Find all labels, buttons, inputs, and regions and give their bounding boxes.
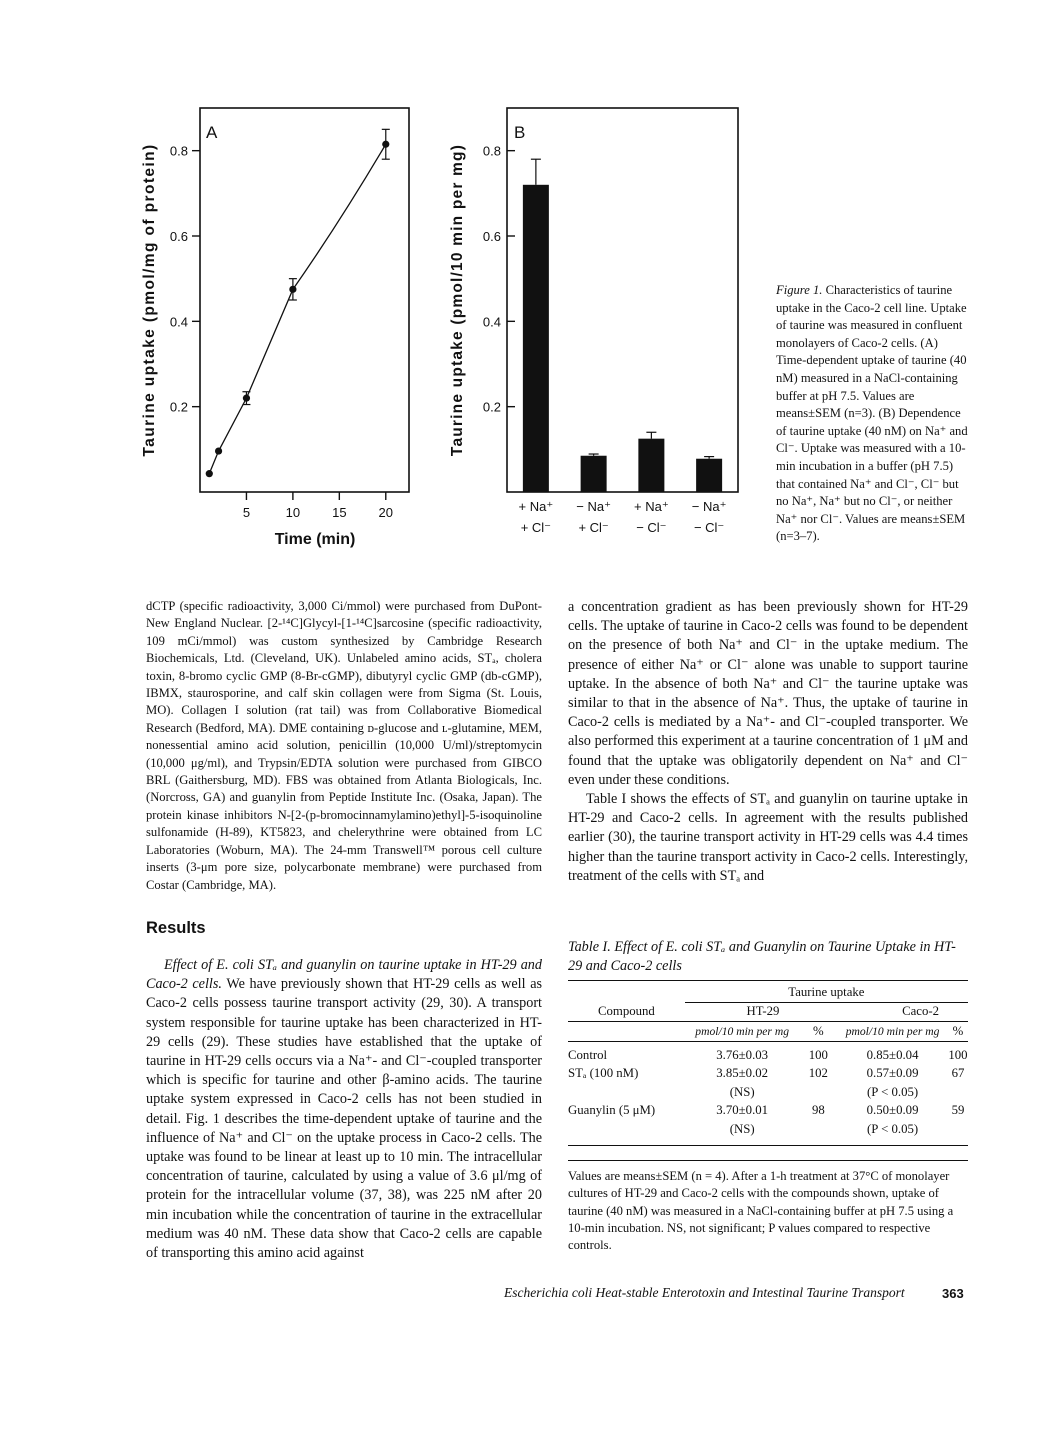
- panel-b-category-na: + Na⁺: [634, 499, 669, 514]
- table-cell-ht29-percent: 102: [808, 1066, 828, 1081]
- table-1: [568, 980, 968, 1255]
- panel-b-category-na: − Na⁺: [576, 499, 611, 514]
- table-1-group-header: Taurine uptake: [685, 983, 968, 1002]
- panel-a-ytick-label: 0.6: [169, 229, 188, 244]
- table-cell-empty: [948, 1083, 968, 1102]
- panel-b-ytick-label: 0.2: [482, 399, 501, 415]
- panel-a-ylabel: Taurine uptake (pmol/mg of protein): [141, 143, 158, 457]
- panel-a-data-point: [243, 395, 250, 402]
- results-subheading: Effect of E. coli STₐ and guanylin on taurine uptake in HT-29 and Caco-2 cells.: [146, 957, 542, 993]
- table-cell-caco2-percent: 100: [948, 1047, 968, 1062]
- panel-b-bar: [581, 456, 607, 492]
- table-cell-caco2-value: 0.50±0.09: [866, 1103, 919, 1118]
- table-1-pct-ht29: %: [813, 1023, 824, 1038]
- table-cell-compound: Control: [568, 1047, 608, 1062]
- panel-b-ytick-label: 0.6: [482, 229, 501, 244]
- table-1-pct-caco2: %: [952, 1023, 964, 1038]
- figure-1-caption: [776, 282, 970, 546]
- table-cell-ht29-sig: (NS): [729, 1084, 755, 1099]
- table-cell-caco2-percent: 59: [951, 1103, 965, 1118]
- panel-a-fit-line: [209, 144, 385, 473]
- table-1-col-caco2: Caco-2: [902, 1004, 940, 1019]
- table-row: [568, 1064, 968, 1083]
- methods-text: dCTP (specific radioactivity, 3,000 Ci/mmol) were purchased from DuPont-New England Nuclear. [2-¹⁴C]Glycyl-[1-¹⁴C]sarcosine (specific radioactivity, 109 mCi/mmol) was custom synthesized by Cambridge Research Biochemicals, Ltd. (Cleveland, UK). Unlabeled amino acids, STₐ, cholera toxin, 8-bromo cyclic GMP (8-Br-cGMP), dibutyryl cyclic GMP (db-cGMP), IBMX, staurosporine, and calf skin collagen were from Sigma (St. Louis, MO). Collagen I solution (rat tail) was from Collaborative Biomedical Research (Bedford, MA). DME containing ᴅ-glucose and ʟ-glutamine, MEM, nonessential amino acid solution, penicillin (10,000 U/ml)/streptomycin (10,000 μg/ml), and Trypsin/EDTA solution were purchased from GIBCO BRL (Gaithersburg, MD). FBS was obtained from Atlanta Biologicals, Inc. (Norcross, GA) and guanylin from Peptide Institute Inc. (Osaka, Japan). The protein kinase inhibitors N-[2-(p-bromocinnamylamino)ethyl]-5-isoquinoline sulfonamide (H-89), KT5823, and chelerythrine were obtained from LC Laboratories (Woburn, MA). The 24-mm Transwell™ porous cell culture inserts (3-μm pore size, polycarbonate membrane) were purchased from Costar (Cambridge, MA).: [146, 599, 542, 892]
- table-1-caption: Table I. Effect of E. coli STₐ and Guanylin on Taurine Uptake in HT-29 and Caco-2 cells: [568, 939, 956, 974]
- table-1-col-compound: Compound: [597, 1004, 655, 1019]
- panel-b-ylabel: Taurine uptake (pmol/10 min per mg): [449, 143, 466, 457]
- table-cell-caco2-value: 0.85±0.04: [866, 1047, 919, 1062]
- panel-b-ytick-label: 0.8: [482, 143, 501, 159]
- panel-b-ytick-label: 0.4: [482, 314, 501, 330]
- running-title: Escherichia coli Heat-stable Enterotoxin and Intestinal Taurine Transport: [504, 1285, 905, 1300]
- panel-b-category-cl: − Cl⁻: [636, 520, 667, 535]
- table-1-unit-ht29: pmol/10 min per mg: [695, 1024, 790, 1038]
- table-cell-empty: [800, 1120, 838, 1139]
- panel-a-xtick-label: 5: [242, 505, 251, 520]
- table-cell-ht29-value: 3.70±0.01: [716, 1103, 769, 1118]
- table-cell-caco2-sig: (P < 0.05): [866, 1121, 919, 1136]
- right-para-2: Table I shows the effects of STₐ and guanylin on taurine uptake in HT-29 and Caco-2 cells. In agreement with the results published earlier (30), the taurine transport activity in HT-29 cells was 4.4 times higher than the taurine transport activity in Caco-2 cells. Interestingly, treatment of the cells with STₐ and: [568, 791, 968, 884]
- table-cell-ht29-value: 3.85±0.02: [716, 1066, 769, 1081]
- panel-b-bar: [523, 185, 549, 492]
- table-cell-empty: [800, 1083, 838, 1102]
- panel-a-xtick-label: 15: [332, 505, 347, 520]
- panel-a-data-point: [382, 141, 389, 148]
- panel-b-category-na: + Na⁺: [518, 499, 554, 514]
- page-number: 363: [942, 1286, 964, 1301]
- panel-a-ytick-label: 0.8: [169, 143, 188, 159]
- panel-b-category-na: − Na⁺: [691, 499, 727, 514]
- table-cell-caco2-percent: 67: [951, 1066, 965, 1081]
- table-row-significance: [568, 1120, 968, 1139]
- panel-b-category-cl: − Cl⁻: [693, 520, 725, 535]
- figure-1-caption-text: Characteristics of taurine uptake in the Caco-2 cell line. Uptake of taurine was measured in confluent monolayers of Caco-2 cells. (A) Time-dependent uptake of taurine (40 nM) measured in a NaCl-containing buffer at pH 7.5. Values are means±SEM (n=3). (B) Dependence of taurine uptake (40 nM) on Na⁺ and Cl⁻. Uptake was measured with a 10-min incubation in a buffer (pH 7.5) that contained Na⁺ and Cl⁻, Cl⁻ but no Na⁺, Na⁺ but no Cl⁻, or neither Na⁺ nor Cl⁻. Values are means±SEM (n=3–7).: [776, 283, 968, 544]
- methods-paragraph: [146, 598, 542, 894]
- table-cell-caco2-value: 0.57±0.09: [866, 1066, 919, 1081]
- panel-b-category-cl: + Cl⁻: [520, 520, 552, 535]
- table-1-unit-caco2: pmol/10 min per mg: [845, 1024, 940, 1038]
- results-heading: Results: [146, 919, 206, 937]
- table-cell-compound: STₐ (100 nM): [568, 1066, 639, 1081]
- table-cell-empty: [948, 1120, 968, 1139]
- panel-a-xtick-label: 20: [378, 505, 394, 520]
- figure-1-panel-a: [130, 100, 420, 560]
- results-text: We have previously shown that HT-29 cells as well as Caco-2 cells possess taurine transport activity (29, 30). A transport system responsible for taurine uptake has been characterized in HT-29 cells (29). These studies have established that the uptake of taurine in HT-29 cells occurs via a Na⁺- and Cl⁻-coupled transporter which is specific for taurine and other β-amino acids. The taurine uptake system expressed in Caco-2 cells has not been studied in detail. Fig. 1 describes the time-dependent uptake of taurine and the influence of Na⁺ and Cl⁻ on the uptake process in Caco-2 cells. The uptake was found to be linear at least up to 10 min. The intracellular concentration of taurine, calculated by using a value of 3.6 μl/mg of protein for the intracellular volume (37, 38), was 225 nM after 20 min incubation while the concentration of taurine in the extracellular medium was 40 nM. These data show that Caco-2 cells are capable of transporting this amino acid against: [146, 976, 543, 1262]
- table-cell-caco2-sig: (P < 0.05): [866, 1084, 919, 1099]
- panel-a-xtick-label: 10: [285, 505, 301, 520]
- table-row: [568, 1102, 968, 1121]
- panel-a-ytick-label: 0.4: [169, 314, 188, 330]
- panel-a-label: A: [206, 123, 218, 142]
- panel-b-category-cl: + Cl⁻: [578, 520, 609, 535]
- figure-1-caption-lead: Figure 1.: [776, 283, 823, 297]
- table-cell-compound: Guanylin (5 μM): [568, 1103, 656, 1118]
- table-cell-empty: [568, 1120, 685, 1139]
- right-column-text: [568, 598, 968, 886]
- figure-1-panel-b: [440, 100, 770, 540]
- results-paragraph: [146, 956, 542, 1263]
- table-1-footnote: Values are means±SEM (n = 4). After a 1-h treatment at 37°C of monolayer cultures of HT-29 and Caco-2 cells with the compounds shown, uptake of taurine (40 nM) was measured in a NaCl-containing buffer at pH 7.5 using a 10-min incubation. NS, not significant; P values compared to respective controls.: [568, 1168, 954, 1253]
- panel-a-data-point: [289, 286, 296, 293]
- panel-b-bar: [638, 439, 664, 492]
- table-cell-ht29-percent: 98: [811, 1103, 825, 1118]
- table-cell-ht29-percent: 100: [808, 1047, 828, 1062]
- table-cell-ht29-sig: (NS): [729, 1121, 755, 1136]
- panel-a-data-point: [215, 447, 222, 454]
- table-row: [568, 1046, 968, 1065]
- table-cell-ht29-value: 3.76±0.03: [716, 1047, 769, 1062]
- panel-b-bar: [696, 459, 722, 492]
- panel-a-xlabel: Time (min): [274, 531, 356, 548]
- table-1-col-ht29: HT-29: [746, 1004, 780, 1019]
- table-cell-empty: [568, 1083, 685, 1102]
- right-para-1: a concentration gradient as has been previously shown for HT-29 cells. The uptake of taurine in Caco-2 cells was found to be dependent on the presence of both Na⁺ and Cl⁻ in the uptake medium. The presence of either Na⁺ or Cl⁻ alone was unable to support taurine uptake. In the absence of both Na⁺ and Cl⁻ the taurine uptake was similar to that in the absence of Na⁺. Thus, the uptake of taurine in Caco-2 cells is mediated by a Na⁺- and Cl⁻-coupled transporter. We also performed this experiment at a taurine concentration of 1 μM and found that the uptake was obligatorily dependent on Na⁺ and Cl⁻ even under these conditions.: [568, 599, 968, 788]
- panel-b-label: B: [514, 123, 526, 142]
- table-row-significance: [568, 1083, 968, 1102]
- panel-a-data-point: [206, 470, 213, 477]
- panel-a-ytick-label: 0.2: [169, 399, 188, 415]
- panel-a-frame: [200, 108, 409, 492]
